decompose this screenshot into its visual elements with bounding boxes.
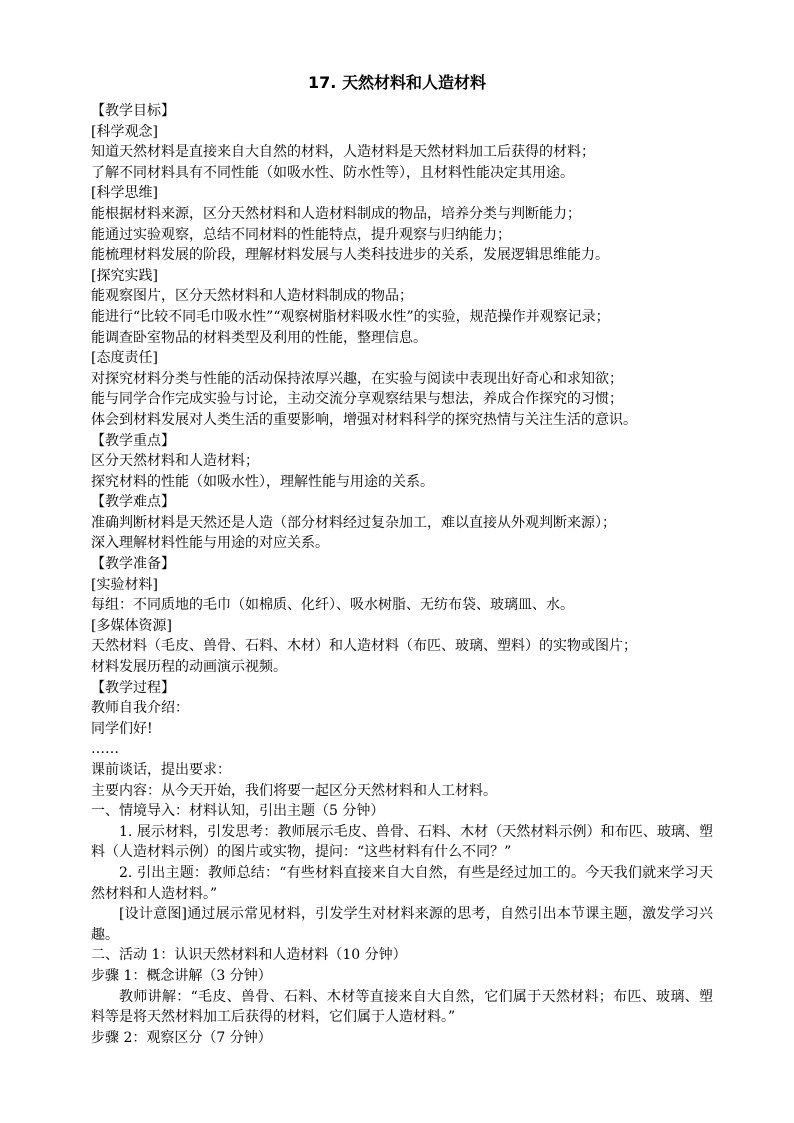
process-paragraph: 1. 展示材料，引发思考：教师展示毛皮、兽骨、石料、木材（天然材料示例）和布匹、玻璃、塑料（人造材料示例）的图片或实物，提问：“这些材料有什么不同？” [91,823,713,861]
practice-line: 能调查卧室物品的材料类型及利用的性能，整理信息。 [91,329,427,346]
science-view-heading: [科学观念] [91,123,158,140]
science-thinking-line: 能通过实验观察，总结不同材料的性能特点，提升观察与归纳能力； [91,226,511,243]
science-view-line: 知道天然材料是直接来自大自然的材料，人造材料是天然材料加工后获得的材料； [91,144,595,161]
document-title: 17. 天然材料和人造材料 [308,73,486,92]
process-paragraph: 2. 引出主题：教师总结：“有些材料直接来自大自然，有些是经过加工的。今天我们就来学习天然材料和人造材料。” [91,864,713,902]
key-point-line: 探究材料的性能（如吸水性），理解性能与用途的关系。 [91,473,434,490]
difficult-points-heading: 【教学难点】 [91,494,175,511]
document-body [91,101,713,1048]
practice-line: 能观察图片，区分天然材料和人造材料制成的物品； [91,288,413,305]
media-line: 材料发展历程的动画演示视频。 [91,659,287,676]
attitude-line: 体会到材料发展对人类生活的重要影响，增强对材料科学的探究热情与关注生活的意识。 [91,411,637,428]
process-paragraph: 教师讲解：“毛皮、兽骨、石料、木材等直接来自大自然，它们属于天然材料；布匹、玻璃、塑料等是将天然材料加工后获得的材料，它们属于人造材料。” [91,988,713,1026]
preparation-heading: 【教学准备】 [91,556,175,573]
goals-heading: 【教学目标】 [91,103,175,119]
process-line: 教师自我介绍： [91,700,189,717]
media-heading: [多媒体资源] [91,617,172,634]
difficult-point-line: 准确判断材料是天然还是人造（部分材料经过复杂加工，难以直接从外观判断来源）； [91,514,616,531]
materials-line: 每组：不同质地的毛巾（如棉质、化纤）、吸水树脂、无纺布袋、玻璃皿、水。 [91,597,574,614]
key-points-heading: 【教学重点】 [91,432,175,449]
process-line: 主要内容：从今天开始，我们将要一起区分天然材料和人工材料。 [91,782,497,799]
design-intent-paragraph: [设计意图]通过展示常见材料，引发学生对材料来源的思考，自然引出本节课主题，激发学习兴趣。 [91,906,713,943]
process-line: 步骤 2：观察区分（7 分钟） [91,1029,272,1046]
materials-heading: [实验材料] [91,576,158,593]
process-line: …… [91,741,119,758]
difficult-point-line: 深入理解材料性能与用途的对应关系。 [91,535,329,552]
process-line: 二、活动 1：认识天然材料和人造材料（10 分钟） [91,947,407,964]
science-thinking-heading: [科学思维] [91,185,158,202]
practice-heading: [探究实践] [91,267,158,284]
science-thinking-line: 能梳理材料发展的阶段，理解材料发展与人类科技进步的关系，发展逻辑思维能力。 [91,247,609,264]
process-line: 一、情境导入：材料认知，引出主题（5 分钟） [91,803,385,820]
practice-line: 能进行“比较不同毛巾吸水性”“观察树脂材料吸水性”的实验，规范操作并观察记录； [91,308,610,325]
science-view-line: 了解不同材料具有不同性能（如吸水性、防水性等），且材料性能决定其用途。 [91,164,574,181]
attitude-line: 能与同学合作完成实验与讨论，主动交流分享观察结果与想法，养成合作探究的习惯； [91,391,623,408]
key-point-line: 区分天然材料和人造材料； [91,453,259,470]
process-line: 课前谈话，提出要求： [91,762,231,778]
attitude-heading: [态度责任] [91,350,158,367]
process-line: 步骤 1：概念讲解（3 分钟） [91,967,272,984]
process-heading: 【教学过程】 [91,679,175,696]
process-line: 同学们好! [91,720,153,737]
media-line: 天然材料（毛皮、兽骨、石料、木材）和人造材料（布匹、玻璃、塑料）的实物或图片； [91,638,637,655]
attitude-line: 对探究材料分类与性能的活动保持浓厚兴趣，在实验与阅读中表现出好奇心和求知欲； [91,370,623,387]
science-thinking-line: 能根据材料来源，区分天然材料和人造材料制成的物品，培养分类与判断能力； [91,205,581,222]
